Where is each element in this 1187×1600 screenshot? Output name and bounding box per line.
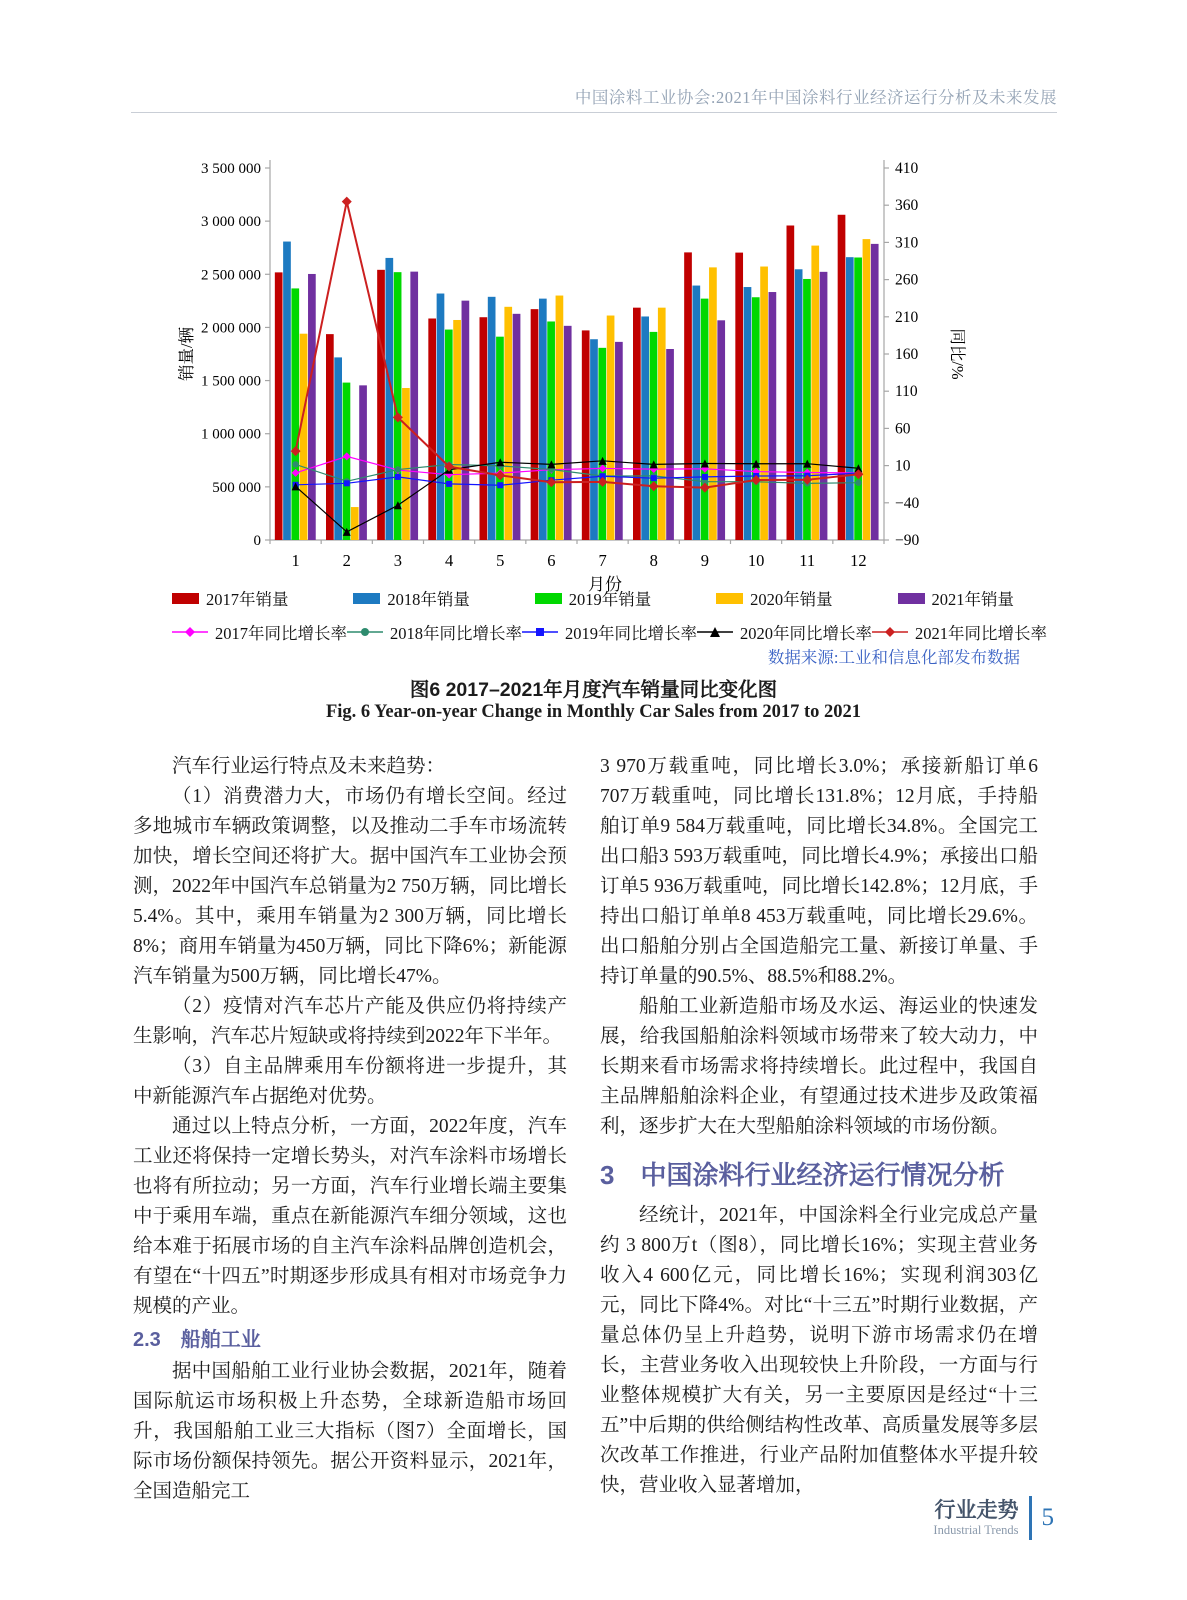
chart-legend-bars bbox=[172, 586, 1014, 610]
legend-swatch-icon bbox=[353, 593, 380, 604]
text-column-left bbox=[133, 752, 567, 1507]
paragraph: 据中国船舶工业行业协会数据，2021年，随着国际航运市场积极上升态势，全球新造船市场回升，我国船舶工业三大指标（图7）全面增长，国际市场份额保持领先。据公开资料显示，2021年，全国造船完工 bbox=[133, 1361, 567, 1502]
svg-text:310: 310 bbox=[895, 234, 919, 252]
paragraph: 船舶工业新造船市场及水运、海运业的快速发展，给我国船舶涂料领域市场带来了较大动力，中长期来看市场需求将持续增长。此过程中，我国自主品牌船舶涂料企业，有望通过技术进步及政策福利，逐步扩大在大型船舶涂料领域的市场份额。 bbox=[600, 996, 1038, 1137]
legend-item bbox=[535, 586, 652, 610]
svg-text:1 500 000: 1 500 000 bbox=[201, 373, 261, 390]
legend-item bbox=[353, 586, 470, 610]
legend-label: 2019年销量 bbox=[568, 590, 652, 609]
svg-text:7: 7 bbox=[598, 551, 607, 570]
paragraph: 经统计，2021年，中国涂料全行业完成总产量约 3 800万t（图8），同比增长16%；实现主营业务收入4 600亿元，同比增长16%；实现利润303亿元，同比下降4%。对比“十三五”时期行业数据，产量总体仍呈上升趋势，说明下游市场需求仍在增长，主营业务收入出现较快上升阶段，一方面与行业整体规模扩大有关，另一主要原因是经过“十三五”中后期的供给侧结构性改革、高质量发展等多层次改革工作推进，行业产品附加值整体水平提升较快，营业收入显著增加， bbox=[600, 1205, 1038, 1496]
svg-text:60: 60 bbox=[895, 420, 911, 438]
legend-label: 2020年同比增长率 bbox=[740, 624, 872, 643]
svg-text:5: 5 bbox=[496, 551, 505, 570]
svg-text:2 000 000: 2 000 000 bbox=[201, 320, 261, 337]
legend-line-marker-icon bbox=[872, 626, 908, 638]
svg-text:1: 1 bbox=[291, 551, 300, 570]
legend-label: 2020年销量 bbox=[750, 590, 833, 609]
svg-text:月份: 月份 bbox=[588, 575, 622, 594]
svg-text:410: 410 bbox=[895, 160, 919, 177]
legend-swatch-icon bbox=[535, 593, 562, 604]
legend-swatch-icon bbox=[898, 593, 925, 604]
legend-item bbox=[522, 620, 697, 644]
svg-text:3 000 000: 3 000 000 bbox=[201, 214, 261, 231]
svg-text:0: 0 bbox=[253, 533, 261, 549]
svg-text:360: 360 bbox=[895, 197, 919, 215]
legend-swatch-icon bbox=[172, 593, 199, 604]
paragraph: （1）消费潜力大，市场仍有增长空间。经过多地城市车辆政策调整，以及推动二手车市场流转加快，增长空间还将扩大。据中国汽车工业协会预测，2022年中国汽车总销量为2 750万辆，同比增长5.4%。其中，乘用车销量为2 300万辆，同比增长8%；商用车销量为450万辆，同比下降6%；新能源汽车销量为500万辆，同比增长47%。 bbox=[133, 786, 567, 987]
svg-text:110: 110 bbox=[895, 383, 918, 401]
legend-item bbox=[716, 586, 833, 610]
svg-text:2: 2 bbox=[342, 551, 351, 570]
header-rule bbox=[131, 112, 1057, 113]
legend-label: 2017年同比增长率 bbox=[215, 624, 347, 643]
svg-text:8: 8 bbox=[649, 551, 658, 570]
paragraph: （3）自主品牌乘用车份额将进一步提升，其中新能源汽车占据绝对优势。 bbox=[133, 1056, 567, 1107]
legend-label: 2018年同比增长率 bbox=[390, 624, 522, 643]
svg-text:260: 260 bbox=[895, 271, 919, 289]
legend-item bbox=[347, 620, 522, 644]
legend-item bbox=[172, 586, 289, 610]
page-number: 5 bbox=[1041, 1504, 1054, 1531]
svg-text:4: 4 bbox=[444, 551, 454, 570]
figure-caption-cn: 图6 2017–2021年月度汽车销量同比变化图 bbox=[409, 679, 778, 701]
legend-item bbox=[697, 620, 872, 644]
svg-text:12: 12 bbox=[850, 551, 867, 570]
svg-text:6: 6 bbox=[547, 551, 556, 570]
section-heading-2-3: 2.3 船舶工业 bbox=[133, 1329, 261, 1351]
svg-text:销量/辆: 销量/辆 bbox=[177, 326, 196, 382]
footer-section-cn: 行业走势 bbox=[934, 1498, 1019, 1522]
legend-label: 2021年同比增长率 bbox=[915, 624, 1047, 643]
figure6-chart bbox=[140, 130, 1020, 605]
svg-text:11: 11 bbox=[799, 551, 816, 570]
legend-line-marker-icon bbox=[172, 626, 208, 638]
legend-item bbox=[872, 620, 1047, 644]
data-source-note: 数据来源:工业和信息化部发布数据 bbox=[767, 648, 1020, 667]
combo-chart-svg bbox=[140, 130, 1020, 605]
svg-text:−90: −90 bbox=[895, 532, 920, 549]
svg-text:1 000 000: 1 000 000 bbox=[201, 426, 261, 443]
svg-text:−40: −40 bbox=[895, 494, 920, 512]
paragraph: 汽车行业运行特点及未来趋势： bbox=[172, 756, 446, 777]
footer-divider bbox=[1029, 1496, 1032, 1540]
figure-caption-en: Fig. 6 Year-on-year Change in Monthly Car Sales from 2017 to 2021 bbox=[325, 702, 862, 722]
legend-label: 2019年同比增长率 bbox=[565, 624, 697, 643]
svg-text:210: 210 bbox=[895, 308, 919, 326]
svg-text:9: 9 bbox=[700, 551, 710, 570]
svg-text:10: 10 bbox=[747, 551, 765, 570]
svg-text:10: 10 bbox=[895, 457, 911, 475]
legend-item bbox=[898, 586, 1015, 610]
paragraph: 通过以上特点分析，一方面，2022年度，汽车工业还将保持一定增长势头，对汽车涂料市场增长也将有所拉动；另一方面，汽车行业增长端主要集中于乘用车端，重点在新能源汽车细分领域，这也给本难于拓展市场的自主汽车涂料品牌创造机会，有望在“十四五”时期逐步形成具有相对市场竞争力规模的产业。 bbox=[133, 1116, 567, 1317]
paragraph: （2）疫情对汽车芯片产能及供应仍将持续产生影响，汽车芯片短缺或将持续到2022年下半年。 bbox=[133, 996, 567, 1047]
legend-label: 2018年销量 bbox=[387, 590, 470, 609]
section-heading-3: 3 中国涂料行业经济运行情况分析 bbox=[600, 1160, 1005, 1190]
svg-text:3 500 000: 3 500 000 bbox=[201, 161, 261, 177]
legend-line-marker-icon bbox=[697, 626, 733, 638]
svg-text:160: 160 bbox=[895, 346, 919, 363]
legend-swatch-icon bbox=[716, 593, 743, 604]
legend-line-marker-icon bbox=[522, 626, 558, 638]
svg-text:2 500 000: 2 500 000 bbox=[201, 267, 261, 284]
svg-text:同比/%: 同比/% bbox=[948, 328, 967, 380]
chart-legend-lines bbox=[172, 620, 1047, 644]
svg-text:500 000: 500 000 bbox=[212, 479, 261, 496]
legend-item bbox=[172, 620, 347, 644]
footer-section-en: Industrial Trends bbox=[933, 1522, 1019, 1537]
legend-line-marker-icon bbox=[347, 626, 383, 638]
svg-text:3: 3 bbox=[393, 551, 403, 570]
page-footer bbox=[933, 1496, 1054, 1540]
running-header: 中国涂料工业协会:2021年中国涂料行业经济运行分析及未来发展 bbox=[574, 88, 1057, 107]
paragraph: 3 970万载重吨，同比增长3.0%；承接新船订单6 707万载重吨，同比增长131.8%；12月底，手持船舶订单9 584万载重吨，同比增长34.8%。全国完工出口船3 593万载重吨，同比增长4.9%；承接出口船订单5 936万载重吨，同比增长142.8%；12月底，手持出口船订单单8 453万载重吨，同比增长29.6%。出口船舶分别占全国造船完工量、新接订单量、手持订单量的90.5%、88.5%和88.2%。 bbox=[600, 756, 1038, 987]
legend-label: 2021年销量 bbox=[931, 590, 1014, 609]
legend-label: 2017年销量 bbox=[206, 590, 289, 609]
text-column-right bbox=[600, 752, 1038, 1501]
